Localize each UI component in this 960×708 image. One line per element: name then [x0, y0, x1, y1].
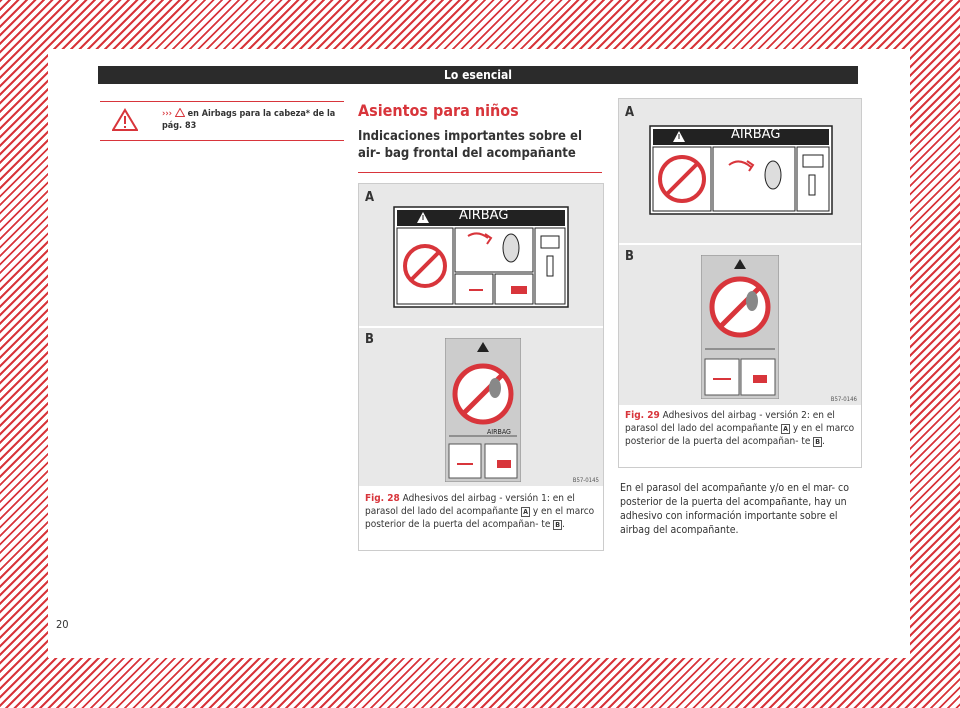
page-header: Lo esencial	[98, 66, 858, 84]
warning-triangle-icon	[112, 108, 138, 132]
warning-reference-box	[100, 101, 344, 141]
figure-29-image	[619, 99, 861, 405]
caption-text-2: y en el marco posterior de la puerta del acompañan- te	[625, 423, 855, 447]
warning-reference-text	[162, 108, 340, 132]
key-a-icon: A	[523, 508, 528, 516]
airbag-sticker-b	[445, 338, 521, 482]
key-b-icon: B	[815, 438, 821, 446]
image-divider	[619, 243, 861, 245]
warning-link-text[interactable]: en Airbags para la cabeza* de la pág. 83	[162, 109, 336, 131]
key-b-icon: B	[555, 521, 561, 529]
page	[48, 49, 910, 658]
figure-29-caption	[625, 409, 855, 448]
image-divider	[359, 326, 603, 328]
airbag-sticker-b	[701, 255, 779, 399]
small-warning-icon	[175, 108, 185, 117]
figure-code: B57-0145	[572, 477, 599, 484]
caption-text-2: y en el marco posterior de la puerta del acompañan- te	[365, 506, 595, 530]
section-title: Asientos para niños	[358, 101, 519, 120]
continuation-arrows: ›››	[162, 109, 173, 119]
figure-28-caption	[365, 492, 597, 531]
caption-text: Adhesivos del airbag - versión 1: en el parasol del lado del acompañante	[365, 493, 575, 517]
caption-end: .	[562, 519, 565, 530]
figure-label-a: A	[365, 190, 375, 205]
figure-number: Fig. 28	[365, 493, 400, 504]
title-rule	[358, 172, 602, 173]
figure-label-a: A	[625, 105, 635, 120]
key-a-icon: A	[783, 425, 788, 433]
figure-29	[618, 98, 862, 468]
figure-28-image	[359, 184, 603, 486]
airbag-sticker-a-text: AIRBAG	[459, 208, 509, 223]
figure-28	[358, 183, 604, 551]
airbag-sticker-b-text: AIRBAG	[487, 428, 511, 436]
figure-number: Fig. 29	[625, 410, 660, 421]
page-number: 20	[56, 618, 69, 631]
figure-label-b: B	[365, 332, 374, 347]
caption-text: Adhesivos del airbag - versión 2: en el parasol del lado del acompañante	[625, 410, 835, 434]
subsection-title: Indicaciones importantes sobre el air- bag frontal del acompañante	[358, 129, 582, 161]
body-paragraph: En el parasol del acompañante y/o en el mar- co posterior de la puerta del acompañante, hay un adhesivo con información importante sobre el airbag del acompañante.	[620, 482, 850, 536]
airbag-sticker-a-text: AIRBAG	[731, 127, 781, 142]
caption-end: .	[822, 436, 825, 447]
figure-label-b: B	[625, 249, 634, 264]
figure-code: B57-0146	[830, 396, 857, 403]
